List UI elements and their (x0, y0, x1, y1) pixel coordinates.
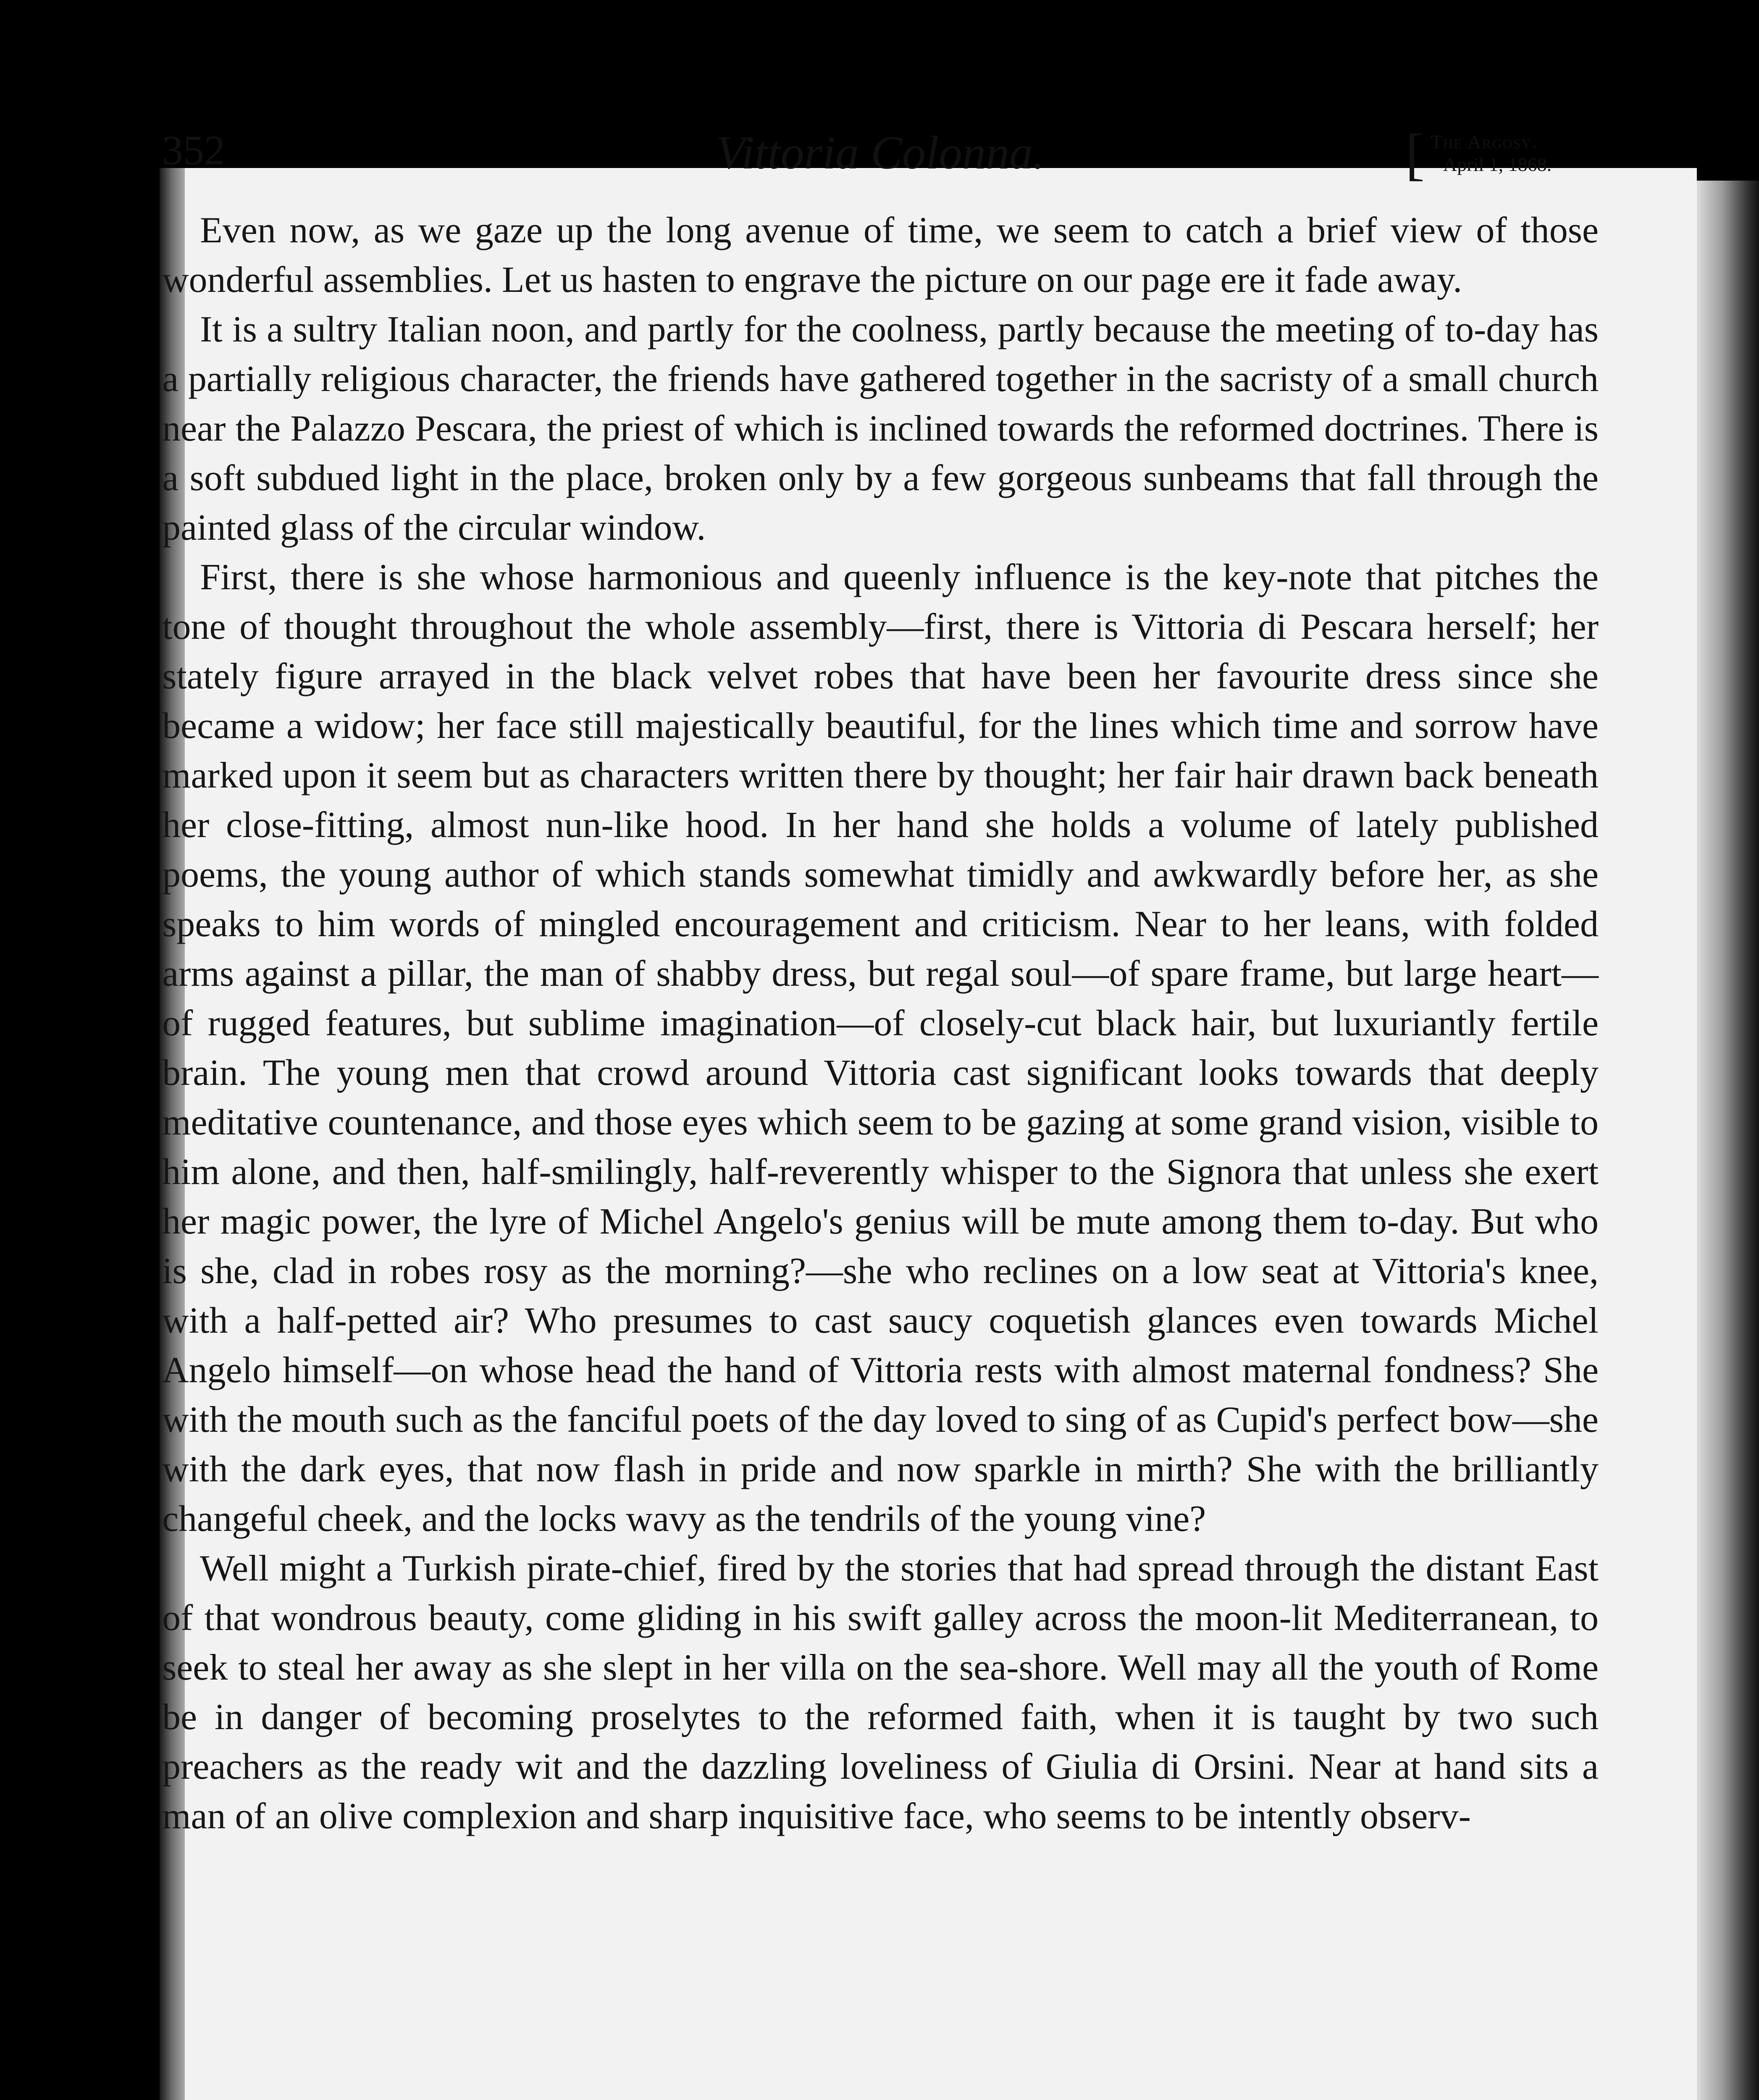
paragraph: It is a sultry Italian noon, and partly for the coolness, partly because the meeting of to-day has a partially religious character, the friends have gathered together in the sacristy of a small church near the Palazzo Pescara, the priest of which is inclined towards the reformed doctrines. There is a soft subdued light in the place, broken only by a few gorgeous sunbeams that fall through the painted glass of the circular window. (162, 309, 1599, 548)
scan-edge-right (1693, 181, 1759, 2100)
paragraph: First, there is she whose harmonious and queenly influence is the key-note that pitches the tone of thought throughout the whole assembly—first, there is Vittoria di Pescara herself; her stately figure arrayed in the black velvet robes that have been her favourite dress since she became a widow; her face still majestically beautiful, for the lines which time and sorrow have marked upon it seem but as characters written there by thought; her fair hair drawn back beneath her close-fitting, almost nun-like hood. In her hand she holds a volume of lately published poems, the young author of which stands somewhat timidly and awkwardly before her, as she speaks to him words of mingled encouragement and criticism. Near to her leans, with folded arms against a pillar, the man of shabby dress, but regal soul—of spare frame, but large heart—of rugged features, but sublime imagination—of closely-cut black hair, but luxuriantly fertile brain. The young men that crowd around Vittoria cast significant looks towards that deeply meditative countenance, and those eyes which seem to be gazing at some grand vision, visible to him alone, and then, half-smilingly, half-reverently whisper to the Signora that unless she exert her magic power, the lyre of Michel Angelo's genius will be mute among them to-day. But who is she, clad in robes rosy as the morning?—she who reclines on a low seat at Vittoria's knee, with a half-petted air? Who presumes to cast saucy coquetish glances even towards Michel Angelo himself—on whose head the hand of Vittoria rests with almost maternal fondness? She with the mouth such as the fanciful poets of the day loved to sing of as Cupid's perfect bow—she with the dark eyes, that now flash in pride and now sparkle in mirth? She with the brilliantly changeful cheek, and the locks wavy as the tendrils of the young vine? (162, 557, 1599, 1539)
body-text (162, 206, 1599, 1841)
page-header (162, 122, 1599, 210)
paragraph: Even now, as we gaze up the long avenue of time, we seem to catch a brief view of those wonderful assemblies. Let us hasten to engrave the picture on our page ere it fade away. (162, 210, 1599, 300)
issue-bracket: [ (1405, 122, 1425, 186)
issue-date: April 1, 1868. (1443, 154, 1552, 175)
paragraph: Well might a Turkish pirate-chief, fired by the stories that had spread through the distant East of that wondrous beauty, come gliding in his swift galley across the moon-lit Mediterranean, to seek to steal her away as she slept in her villa on the sea-shore. Well may all the youth of Rome be in danger of becoming proselytes to the reformed faith, when it is taught by two such preachers as the ready wit and the dazzling loveliness of Giulia di Orsini. Near at hand sits a man of an olive complexion and sharp inquisitive face, who seems to be intently observ- (162, 1548, 1599, 1837)
page-number: 352 (162, 127, 225, 173)
issue-info (1405, 124, 1599, 187)
running-title: Vittoria Colonna. (716, 127, 1045, 179)
issue-publication: The Argosy. (1431, 131, 1538, 152)
